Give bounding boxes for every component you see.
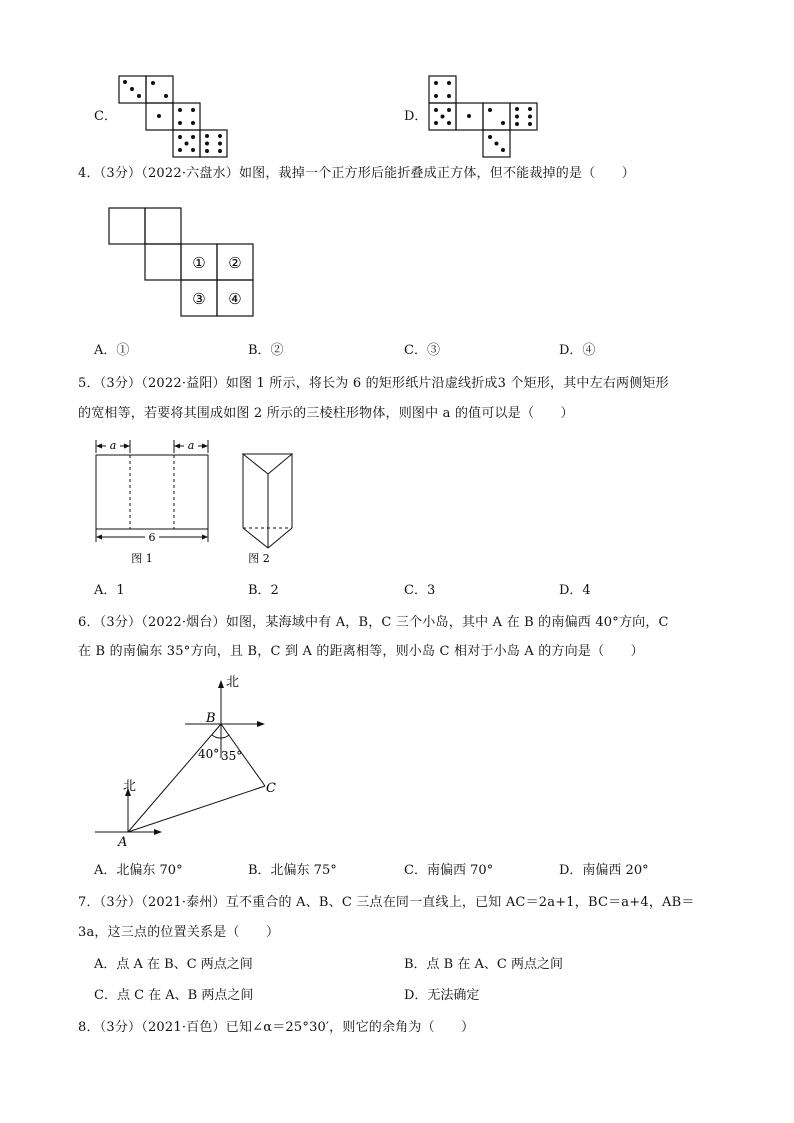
point-b-label: B [206, 711, 216, 726]
fig2-caption: 图 2 [248, 552, 270, 565]
mark-3: ③ [192, 290, 206, 308]
mark-2: ② [228, 254, 242, 272]
q7-option-d[interactable]: D．无法确定 [404, 988, 480, 1003]
fig1-caption: 图 1 [131, 552, 153, 565]
q7-option-a[interactable]: A．点 A 在 B、C 两点之间 [94, 957, 253, 972]
angle-35-label: 35° [221, 749, 243, 763]
fig1-length: 6 [148, 531, 156, 544]
q5-figure-2-prism [238, 448, 298, 568]
q4-option-c[interactable]: C．③ [404, 343, 440, 358]
question-5-stem-line1: 5．（3分）（2022·益阳）如图 1 所示，将长为 6 的矩形纸片沿虚线折成3 个矩形，其中左右两侧矩形 [78, 376, 669, 391]
q6-option-d[interactable]: D．南偏西 20° [559, 863, 649, 878]
q7-option-c[interactable]: C．点 C 在 A、B 两点之间 [94, 988, 254, 1003]
question-8-stem: 8．（3分）（2021·百色）已知∠α＝25°30′，则它的余角为（ ） [78, 1020, 475, 1035]
question-6-stem-line1: 6．（3分）（2022·烟台）如图，某海域中有 A，B，C 三个小岛，其中 A 在 B 的南偏西 40°方向，C [78, 615, 669, 630]
q4-option-d[interactable]: D．④ [559, 343, 596, 358]
dice-net-d [428, 75, 540, 159]
q6-option-c[interactable]: C．南偏西 70° [404, 863, 494, 878]
question-4-stem: 4．（3分）（2022·六盘水）如图，裁掉一个正方形后能折叠成正方体，但不能裁掉的是（ ） [78, 166, 635, 181]
q5-option-d[interactable]: D．4 [559, 583, 591, 598]
question-7-stem-line2: 3a，这三点的位置关系是（ ） [78, 925, 280, 940]
option-d-label: D． [404, 109, 428, 124]
angle-40-label: 40° [198, 747, 220, 761]
question-7-stem-line1: 7．（3分）（2021·泰州）互不重合的 A、B、C 三点在同一直线上，已知 AC＝2a+1，BC＝a+4，AB＝ [78, 895, 695, 910]
q4-option-a[interactable]: A．① [94, 343, 130, 358]
q5-option-c[interactable]: C．3 [404, 583, 436, 598]
point-c-label: C [266, 781, 276, 796]
north-label-left: 北 [123, 779, 137, 794]
fig1-a-left: a [109, 439, 117, 452]
point-a-label: A [118, 835, 128, 850]
mark-4: ④ [228, 290, 242, 308]
q6-option-a[interactable]: A．北偏东 70° [94, 863, 183, 878]
option-c-label: C． [94, 109, 117, 124]
q5-option-a[interactable]: A．1 [94, 583, 125, 598]
q6-option-b[interactable]: B．北偏东 75° [248, 863, 337, 878]
dice-net-c [118, 75, 230, 159]
q7-option-b[interactable]: B．点 B 在 A、C 两点之间 [404, 957, 563, 972]
q4-option-b[interactable]: B．② [248, 343, 284, 358]
fig1-a-right: a [187, 439, 195, 452]
question-5-stem-line2: 的宽相等，若要将其围成如图 2 所示的三棱柱形物体，则图中 a 的值可以是（ ） [78, 406, 574, 421]
mark-1: ① [192, 254, 206, 272]
question-6-stem-line2: 在 B 的南偏东 35°方向，且 B，C 到 A 的距离相等，则小岛 C 相对于小岛 A 的方向是（ ） [78, 644, 644, 659]
q4-net-figure [108, 206, 254, 318]
q5-option-b[interactable]: B．2 [248, 583, 279, 598]
q5-figure-1 [90, 434, 218, 569]
north-label-top: 北 [226, 675, 240, 690]
q6-direction-diagram [90, 668, 290, 858]
